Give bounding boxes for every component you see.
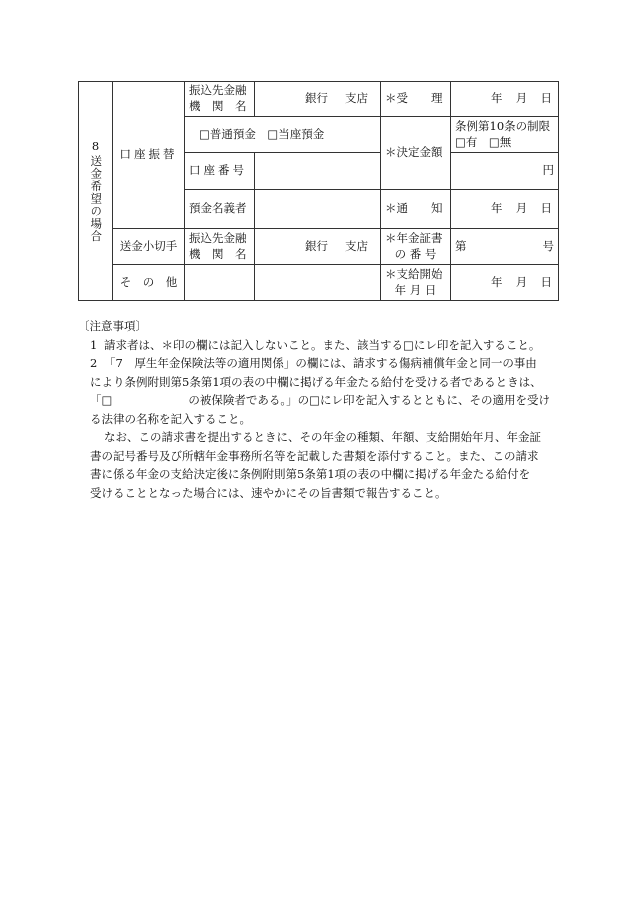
other-field-a[interactable] [185, 265, 255, 301]
certificate-label-line1: ＊年金証書 [385, 230, 443, 245]
notice-label: ＊通 知 [381, 190, 451, 229]
note-para-line2: 書の記号番号及び所轄年金事務所名等を記載した書類を添付すること。また、この請求 [90, 448, 539, 463]
section-number: 8 [91, 139, 100, 154]
received-label: ＊受 理 [381, 82, 451, 117]
bank-name-label [185, 82, 255, 117]
notes-heading: 〔注意事項〕 [78, 319, 147, 333]
note-number: 1 [90, 337, 98, 352]
certificate-label-line2: の 番 号 [394, 246, 437, 261]
date-day: 日 [540, 274, 552, 289]
decision-amount-field[interactable] [451, 153, 559, 190]
note-para-line4: 受けることとなった場合には、速やかにその旨書類で報告すること。 [90, 485, 447, 500]
bank-name-field[interactable] [255, 82, 381, 117]
note-item-2-line2: により条例附則第5条第1項の表の中欄に掲げる年金たる給付を受ける者であるときは、 [90, 374, 542, 389]
certificate-number-field[interactable] [451, 229, 559, 265]
date-month: 月 [515, 91, 528, 106]
note-item-2 [78, 354, 564, 373]
note-text: 「7 厚生年金保険法等の適用関係」の欄には、請求する傷病補償年金と同一の事由 [104, 356, 537, 370]
method-money-order: 送金小切手 [113, 229, 185, 265]
number-suffix: 号 [542, 238, 554, 253]
date-year: 年 [491, 201, 503, 216]
deposit-type-field[interactable] [185, 117, 381, 153]
note-item-1 [78, 336, 564, 355]
received-date-field[interactable] [451, 82, 559, 117]
branch-suffix: 支店 [345, 238, 368, 253]
number-prefix: 第 [455, 238, 467, 253]
section-title: 送金希望の場合 [89, 155, 104, 243]
start-date-label [381, 265, 451, 301]
branch-suffix: 支店 [345, 91, 368, 106]
account-number-field[interactable] [255, 153, 381, 190]
start-label-line2: 年 月 日 [394, 282, 437, 297]
section-header-cell [79, 82, 113, 301]
date-month: 月 [515, 274, 528, 289]
note-para-line3: 書に係る年金の支給決定後に条例附則第5条第1項の表の中欄に掲げる年金たる給付を [90, 467, 531, 481]
note-text: 請求者は、＊印の欄には記入しないこと。また、該当する□にレ印を記入すること。 [104, 337, 541, 352]
note-item-2-line4: る法律の名称を記入すること。 [90, 411, 251, 426]
note-bracket-open: 「□ [90, 393, 113, 407]
yen-unit: 円 [542, 163, 554, 178]
start-date-field[interactable] [451, 265, 559, 301]
start-label-line1: ＊支給開始 [385, 266, 443, 281]
bank-label-line2: 機 関 名 [189, 246, 247, 261]
note-item-2-line3 [78, 391, 564, 410]
restriction-label: 条例第10条の制限 [455, 118, 551, 133]
bank-suffix: 銀行 [305, 238, 328, 253]
note-para-line1: なお、この請求書を提出するときに、その年金の種類、年額、支給開始年月、年金証 [104, 430, 541, 444]
date-year: 年 [491, 91, 503, 106]
bank-label-line1: 振込先金融 [189, 83, 247, 98]
date-day: 日 [540, 91, 552, 106]
restriction-options[interactable]: □有 □無 [455, 134, 512, 149]
account-holder-label: 預金名義者 [185, 190, 255, 229]
method-account-transfer: 口座振替 [113, 82, 185, 229]
bank-name-label-2 [185, 229, 255, 265]
bank-label-line1: 振込先金融 [189, 230, 247, 245]
account-holder-field[interactable] [255, 190, 381, 229]
deposit-type-options[interactable]: □普通預金 □当座預金 [199, 126, 325, 141]
date-month: 月 [515, 201, 528, 216]
bank-label-line2: 機 関 名 [189, 99, 247, 113]
bank-name-field-2[interactable] [255, 229, 381, 265]
notes-section [78, 317, 564, 502]
account-number-label: 口座番号 [185, 153, 255, 190]
date-day: 日 [540, 201, 552, 216]
restriction-cell[interactable] [451, 117, 559, 153]
bank-suffix: 銀行 [305, 91, 328, 106]
decision-amount-label: ＊決定金額 [381, 117, 451, 190]
certificate-number-label [381, 229, 451, 265]
note-bracket-rest: の被保険者である。」の□にレ印を記入するとともに、その適用を受け [188, 393, 550, 407]
other-field-b[interactable] [255, 265, 381, 301]
note-number: 2 [90, 356, 98, 370]
date-year: 年 [491, 274, 503, 289]
notice-date-field[interactable] [451, 190, 559, 229]
remittance-form-table [78, 81, 559, 301]
method-other: そ の 他 [113, 265, 185, 301]
